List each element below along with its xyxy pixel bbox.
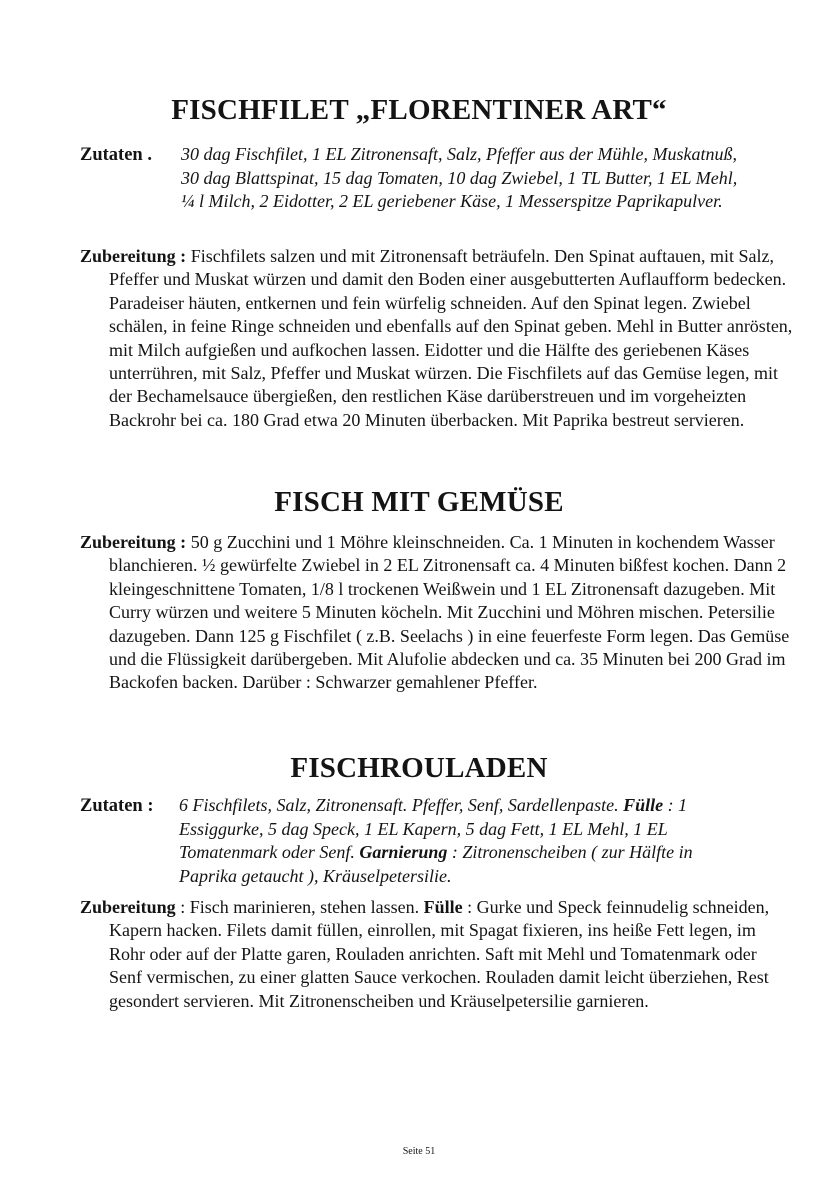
ingredients-part: : 1 Essiggurke, 5 dag Speck, 1 EL Kapern, 5 dag Fett, 1 EL Mehl, 1 EL Tomatenmark oder Senf.	[179, 795, 688, 862]
ingredients-part: : Zitronenscheiben ( zur Hälfte in Paprika getaucht ), Kräuselpetersilie.	[179, 842, 693, 886]
preparation-paragraph	[80, 896, 793, 1013]
preparation-text: : Fisch marinieren, stehen lassen.	[180, 897, 420, 917]
ingredients-part: 6 Fischfilets, Salz, Zitronensaft. Pfeffer, Senf, Sardellenpaste.	[179, 795, 619, 815]
recipe-title-florentiner: FISCHFILET „FLORENTINER ART“	[171, 94, 667, 126]
ingredients-text: 30 dag Fischfilet, 1 EL Zitronensaft, Salz, Pfeffer aus der Mühle, Muskatnuß, 30 dag Blattspinat, 15 dag Tomaten, 10 dag Zwiebel, 1 TL Butter, 1 EL Mehl, ¼ l Milch, 2 Eidotter, 2 EL geriebener Käse, 1 Messerspitze Paprikapulver.	[181, 144, 738, 211]
preparation-paragraph	[80, 245, 793, 432]
preparation-text: Fischfilets salzen und mit Zitronensaft beträufeln. Den Spinat auftauen, mit Salz, Pfeffer und Muskat würzen und damit den Boden einer ausgebutterten Auflaufform bedecken. Paradeiser häuten, entkernen und fein würfelig schneiden. Auf den Spinat legen. Zwiebel schälen, in feine Ringe schneiden und ebenfalls auf den Spinat geben. Mehl in Butter anrösten, mit Milch aufgießen und aufkochen lassen. Eidotter und die Hälfte des geriebenen Käses unterrühren, mit Salz, Pfeffer und Muskat würzen. Die Fischfilets auf das Gemüse legen, mit der Bechamelsauce übergießen, den restlichen Käse darüberstreuen und im vorgeheizten Backrohr bei ca. 180 Grad etwa 20 Minuten überbacken. Mit Paprika bestreut servieren.	[109, 246, 793, 430]
ingredients-label: Zutaten .	[80, 145, 152, 165]
filling-label: Fülle	[623, 795, 664, 815]
ingredients-text	[179, 794, 749, 888]
recipe-title-fischrouladen: FISCHROULADEN	[290, 752, 548, 784]
preparation-paragraph	[80, 531, 793, 695]
recipe-title-fisch-gemuese: FISCH MIT GEMÜSE	[274, 486, 564, 518]
preparation-label: Zubereitung	[80, 897, 176, 917]
preparation-label: Zubereitung :	[80, 532, 187, 552]
page-number: Seite 51	[402, 1146, 436, 1157]
garnish-label: Garnierung	[359, 842, 448, 862]
preparation-label: Zubereitung :	[80, 246, 187, 266]
ingredients-label: Zutaten :	[80, 796, 154, 816]
preparation-text: : Gurke und Speck feinnudelig schneiden, Kapern hacken. Filets damit füllen, einrollen, mit Spagat fixieren, ins heiße Fett legen, im Rohr oder auf der Platte garen, Rouladen anrichten. Saft mit Mehl und Tomatenmark oder Senf vermischen, zu einer glatten Sauce verkochen. Rouladen damit leicht überziehen, Rest gesondert servieren. Mit Zitronenscheiben und Kräuselpetersilie garnieren.	[109, 897, 770, 1011]
preparation-text: 50 g Zucchini und 1 Möhre kleinschneiden. Ca. 1 Minuten in kochendem Wasser blanchieren. ½ gewürfelte Zwiebel in 2 EL Zitronensaft ca. 4 Minuten bißfest kochen. Dann 2 kleingeschnittene Tomaten, 1/8 l trockenen Weißwein und 1 EL Zitronensaft dazugeben. Mit Curry würzen und weitere 5 Minuten köcheln. Mit Zucchini und Möhren mischen. Petersilie dazugeben. Dann 125 g Fischfilet ( z.B. Seelachs ) in eine feuerfeste Form legen. Das Gemüse und die Flüssigkeit darübergeben. Mit Alufolie abdecken und ca. 35 Minuten bei 200 Grad im Backofen backen. Darüber : Schwarzer gemahlener Pfeffer.	[109, 532, 790, 693]
filling-label: Fülle	[423, 897, 463, 917]
